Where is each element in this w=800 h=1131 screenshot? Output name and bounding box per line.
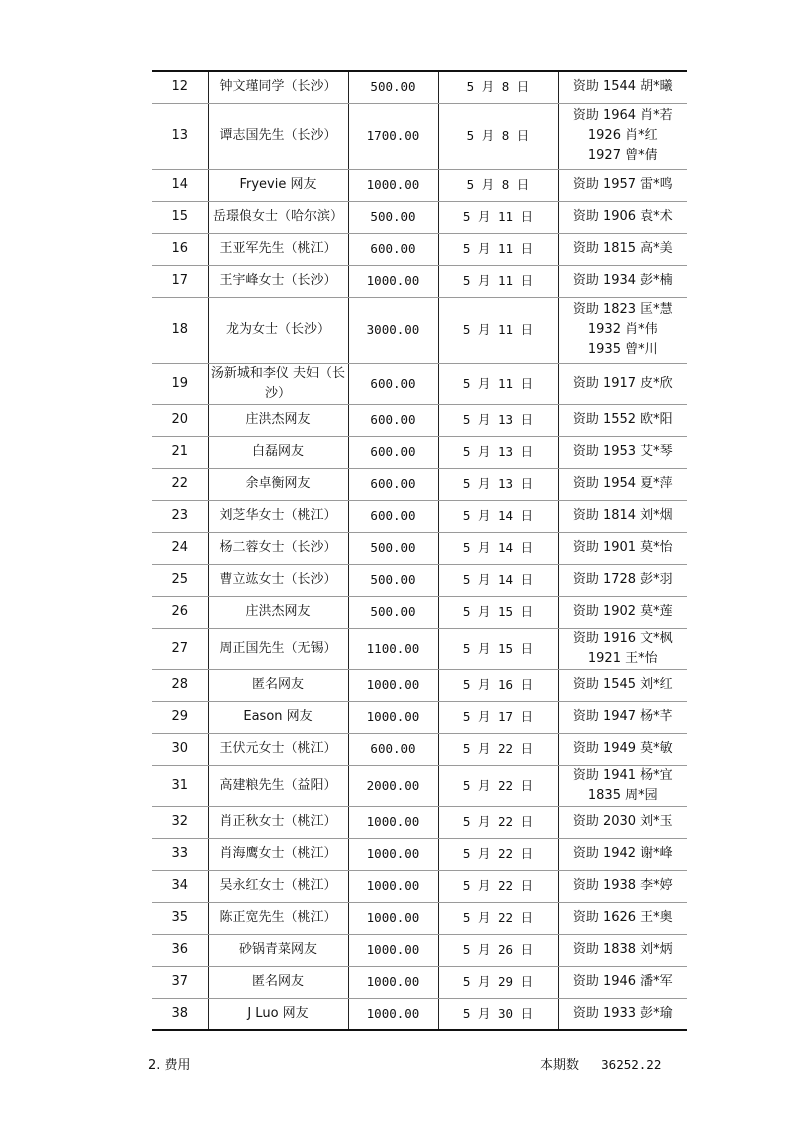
donation-amount: 1000.00 (348, 998, 438, 1030)
donation-amount: 600.00 (348, 733, 438, 765)
donor-name: 庄洪杰网友 (208, 404, 348, 436)
table-row (152, 468, 687, 500)
row-number: 28 (152, 669, 208, 701)
row-number: 33 (152, 838, 208, 870)
row-number: 24 (152, 532, 208, 564)
sponsorship-note: 资助 1938 李*婷 (558, 870, 687, 902)
donor-name: 汤新城和李仪 夫妇（长沙） (208, 363, 348, 404)
row-number: 16 (152, 233, 208, 265)
table-row (152, 765, 687, 806)
sponsorship-note: 资助 1916 文*枫 1921 王*怡 (558, 628, 687, 669)
sponsorship-note: 资助 2030 刘*玉 (558, 806, 687, 838)
table-row (152, 596, 687, 628)
table-row (152, 233, 687, 265)
donation-date: 5 月 22 日 (438, 806, 558, 838)
donation-date: 5 月 17 日 (438, 701, 558, 733)
donation-amount: 1000.00 (348, 966, 438, 998)
donation-date: 5 月 11 日 (438, 363, 558, 404)
table-row (152, 701, 687, 733)
donation-date: 5 月 29 日 (438, 966, 558, 998)
table-row (152, 404, 687, 436)
donation-amount: 500.00 (348, 71, 438, 103)
donation-date: 5 月 14 日 (438, 500, 558, 532)
sponsorship-note: 资助 1815 高*美 (558, 233, 687, 265)
row-number: 27 (152, 628, 208, 669)
donation-date: 5 月 13 日 (438, 436, 558, 468)
donor-name: J Luo 网友 (208, 998, 348, 1030)
row-number: 37 (152, 966, 208, 998)
donation-amount: 1000.00 (348, 838, 438, 870)
donor-name: Eason 网友 (208, 701, 348, 733)
donation-amount: 1000.00 (348, 701, 438, 733)
donation-amount: 1000.00 (348, 265, 438, 297)
donation-amount: 1000.00 (348, 902, 438, 934)
table-row (152, 838, 687, 870)
sponsorship-note: 资助 1942 谢*峰 (558, 838, 687, 870)
donation-date: 5 月 22 日 (438, 765, 558, 806)
sponsorship-note: 资助 1544 胡*曦 (558, 71, 687, 103)
donor-name: 砂锅青菜网友 (208, 934, 348, 966)
sponsorship-note: 资助 1823 匡*慧 1932 肖*伟 1935 曾*川 (558, 297, 687, 363)
row-number: 36 (152, 934, 208, 966)
sponsorship-note: 资助 1954 夏*萍 (558, 468, 687, 500)
donation-amount: 1000.00 (348, 870, 438, 902)
donation-amount: 1000.00 (348, 806, 438, 838)
donor-name: 肖正秋女士（桃江） (208, 806, 348, 838)
donation-date: 5 月 22 日 (438, 838, 558, 870)
donation-amount: 1700.00 (348, 103, 438, 169)
section-heading: 2. 费用 (148, 1058, 191, 1073)
donor-name: 钟文瑾同学（长沙） (208, 71, 348, 103)
row-number: 26 (152, 596, 208, 628)
sponsorship-note: 资助 1934 彭*楠 (558, 265, 687, 297)
donation-date: 5 月 16 日 (438, 669, 558, 701)
donation-amount: 1100.00 (348, 628, 438, 669)
table-row (152, 902, 687, 934)
sponsorship-note: 资助 1917 皮*欣 (558, 363, 687, 404)
donation-amount: 3000.00 (348, 297, 438, 363)
donor-name: 王亚军先生（桃江） (208, 233, 348, 265)
donation-date: 5 月 22 日 (438, 902, 558, 934)
donation-date: 5 月 11 日 (438, 233, 558, 265)
row-number: 19 (152, 363, 208, 404)
row-number: 14 (152, 169, 208, 201)
table-row (152, 733, 687, 765)
table-row (152, 628, 687, 669)
row-number: 34 (152, 870, 208, 902)
donor-name: 庄洪杰网友 (208, 596, 348, 628)
sponsorship-note: 资助 1814 刘*烟 (558, 500, 687, 532)
donor-name: 白磊网友 (208, 436, 348, 468)
row-number: 31 (152, 765, 208, 806)
donation-amount: 500.00 (348, 201, 438, 233)
table-row (152, 201, 687, 233)
table-row (152, 363, 687, 404)
donation-date: 5 月 8 日 (438, 103, 558, 169)
donation-date: 5 月 13 日 (438, 468, 558, 500)
donor-name: 杨二蓉女士（长沙） (208, 532, 348, 564)
sponsorship-note: 资助 1941 杨*宜 1835 周*园 (558, 765, 687, 806)
row-number: 25 (152, 564, 208, 596)
donation-amount: 1000.00 (348, 669, 438, 701)
donation-date: 5 月 14 日 (438, 564, 558, 596)
row-number: 22 (152, 468, 208, 500)
table-row (152, 669, 687, 701)
row-number: 29 (152, 701, 208, 733)
row-number: 20 (152, 404, 208, 436)
sponsorship-note: 资助 1545 刘*红 (558, 669, 687, 701)
donor-name: 刘芝华女士（桃江） (208, 500, 348, 532)
table-row (152, 870, 687, 902)
table-row (152, 265, 687, 297)
table-row (152, 998, 687, 1030)
sponsorship-note: 资助 1626 王*奥 (558, 902, 687, 934)
donation-date: 5 月 13 日 (438, 404, 558, 436)
period-label: 本期数 (540, 1058, 580, 1073)
donation-date: 5 月 11 日 (438, 201, 558, 233)
sponsorship-note: 资助 1957 雷*鸣 (558, 169, 687, 201)
donor-name: 王宇峰女士（长沙） (208, 265, 348, 297)
donation-date: 5 月 11 日 (438, 297, 558, 363)
donation-amount: 600.00 (348, 363, 438, 404)
donation-date: 5 月 22 日 (438, 870, 558, 902)
donation-date: 5 月 22 日 (438, 733, 558, 765)
table-row (152, 564, 687, 596)
donor-name: 王伏元女士（桃江） (208, 733, 348, 765)
donor-name: Fryevie 网友 (208, 169, 348, 201)
donation-amount: 600.00 (348, 500, 438, 532)
row-number: 21 (152, 436, 208, 468)
donor-name: 曹立竑女士（长沙） (208, 564, 348, 596)
donation-date: 5 月 14 日 (438, 532, 558, 564)
table-row (152, 500, 687, 532)
sponsorship-note: 资助 1949 莫*敏 (558, 733, 687, 765)
donation-amount: 600.00 (348, 468, 438, 500)
table-row (152, 934, 687, 966)
donation-amount: 500.00 (348, 564, 438, 596)
row-number: 18 (152, 297, 208, 363)
donor-name: 周正国先生（无锡） (208, 628, 348, 669)
donation-date: 5 月 8 日 (438, 169, 558, 201)
row-number: 23 (152, 500, 208, 532)
row-number: 12 (152, 71, 208, 103)
donation-amount: 2000.00 (348, 765, 438, 806)
sponsorship-note: 资助 1838 刘*炳 (558, 934, 687, 966)
donation-table-body (152, 71, 687, 1030)
donation-date: 5 月 11 日 (438, 265, 558, 297)
donation-table (152, 70, 687, 1031)
table-row (152, 966, 687, 998)
row-number: 32 (152, 806, 208, 838)
table-row (152, 71, 687, 103)
donor-name: 谭志国先生（长沙） (208, 103, 348, 169)
donor-name: 岳璟俍女士（哈尔滨） (208, 201, 348, 233)
period-value: 36252.22 (601, 1057, 662, 1072)
sponsorship-note: 资助 1946 潘*军 (558, 966, 687, 998)
table-row (152, 532, 687, 564)
donation-date: 5 月 8 日 (438, 71, 558, 103)
sponsorship-note: 资助 1728 彭*羽 (558, 564, 687, 596)
donor-name: 高建粮先生（益阳） (208, 765, 348, 806)
donation-date: 5 月 30 日 (438, 998, 558, 1030)
donation-amount: 500.00 (348, 532, 438, 564)
donation-amount: 600.00 (348, 233, 438, 265)
donation-amount: 600.00 (348, 436, 438, 468)
row-number: 15 (152, 201, 208, 233)
row-number: 30 (152, 733, 208, 765)
table-row (152, 297, 687, 363)
sponsorship-note: 资助 1933 彭*瑜 (558, 998, 687, 1030)
donation-amount: 1000.00 (348, 934, 438, 966)
donor-name: 余卓衡网友 (208, 468, 348, 500)
period-total (540, 1054, 661, 1073)
donor-name: 匿名网友 (208, 669, 348, 701)
sponsorship-note: 资助 1902 莫*莲 (558, 596, 687, 628)
donor-name: 陈正宽先生（桃江） (208, 902, 348, 934)
donation-amount: 1000.00 (348, 169, 438, 201)
row-number: 13 (152, 103, 208, 169)
row-number: 35 (152, 902, 208, 934)
donation-amount: 600.00 (348, 404, 438, 436)
table-row (152, 103, 687, 169)
donation-amount: 500.00 (348, 596, 438, 628)
sponsorship-note: 资助 1901 莫*怡 (558, 532, 687, 564)
donation-date: 5 月 26 日 (438, 934, 558, 966)
sponsorship-note: 资助 1552 欧*阳 (558, 404, 687, 436)
donor-name: 匿名网友 (208, 966, 348, 998)
row-number: 38 (152, 998, 208, 1030)
donation-date: 5 月 15 日 (438, 596, 558, 628)
table-row (152, 169, 687, 201)
donor-name: 龙为女士（长沙） (208, 297, 348, 363)
table-row (152, 806, 687, 838)
row-number: 17 (152, 265, 208, 297)
sponsorship-note: 资助 1906 袁*术 (558, 201, 687, 233)
donor-name: 吴永红女士（桃江） (208, 870, 348, 902)
sponsorship-note: 资助 1964 肖*若 1926 肖*红 1927 曾*倩 (558, 103, 687, 169)
donor-name: 肖海鹰女士（桃江） (208, 838, 348, 870)
sponsorship-note: 资助 1947 杨*芊 (558, 701, 687, 733)
donation-date: 5 月 15 日 (438, 628, 558, 669)
table-row (152, 436, 687, 468)
sponsorship-note: 资助 1953 艾*琴 (558, 436, 687, 468)
